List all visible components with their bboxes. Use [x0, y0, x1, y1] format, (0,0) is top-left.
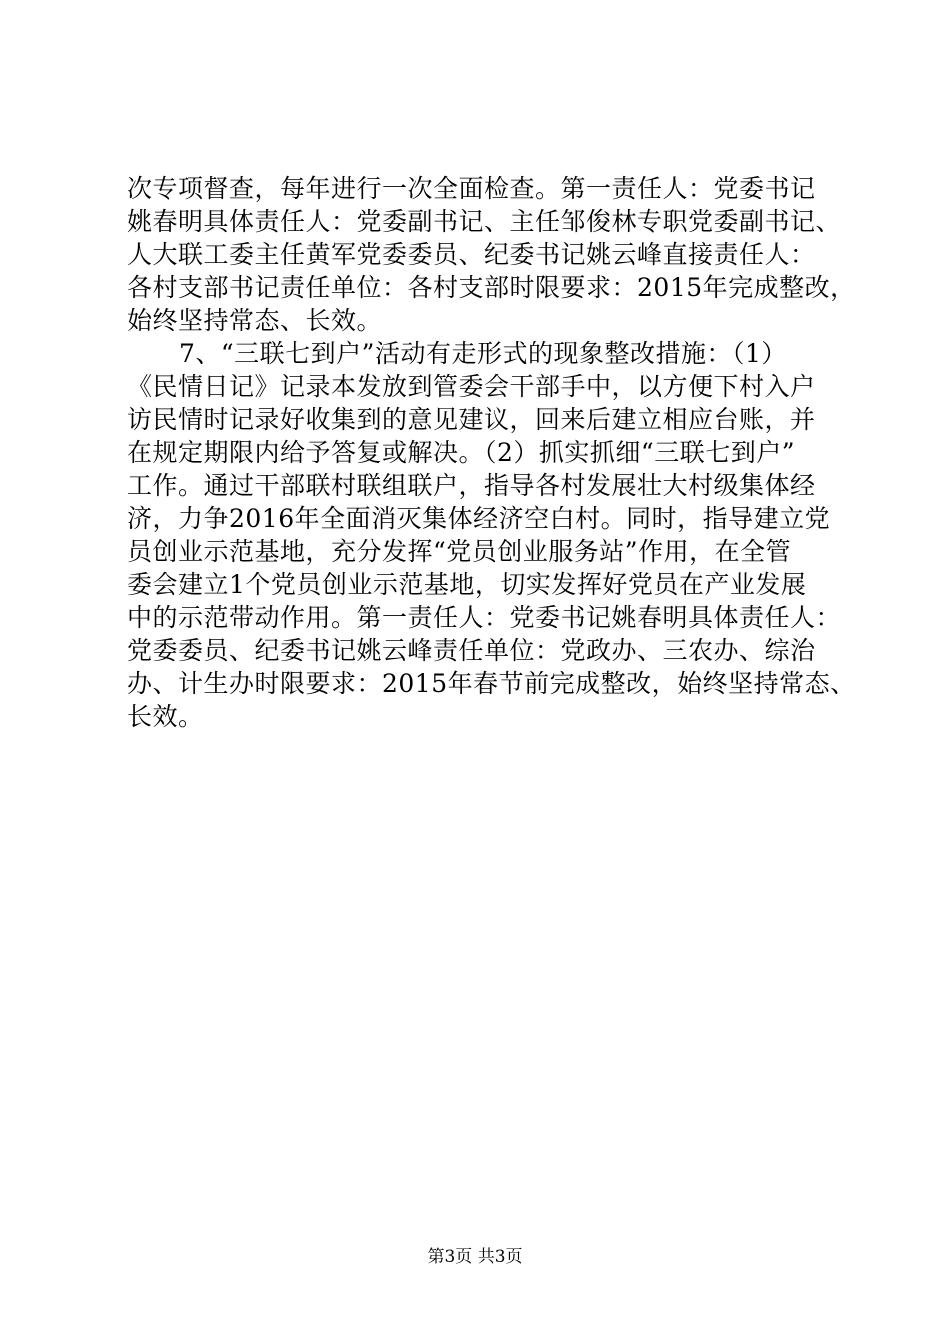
text-line: 党委委员、纪委书记姚云峰责任单位：党政办、三农办、综治: [127, 636, 816, 665]
document-body: [127, 172, 857, 733]
text-line: 人大联工委主任黄军党委委员、纪委书记姚云峰直接责任人：: [127, 240, 816, 269]
text-line: 始终坚持常态、长效。: [127, 306, 383, 335]
paragraph-start-line: 7、“三联七到户”活动有走形式的现象整改措施：（1）: [179, 339, 787, 368]
text-line: 长效。: [127, 702, 204, 731]
text-line: 访民情时记录好收集到的意见建议，回来后建立相应台账，并: [127, 405, 816, 434]
text-line: 《民情日记》记录本发放到管委会干部手中，以方便下村入户: [127, 372, 816, 401]
text-line: 各村支部书记责任单位：各村支部时限要求：2015年完成整改，: [127, 273, 856, 302]
text-line: 委会建立1个党员创业示范基地，切实发挥好党员在产业发展: [127, 570, 807, 599]
page-number: 第3页 共3页: [427, 1247, 523, 1267]
text-line: 在规定期限内给予答复或解决。（2）抓实抓细“三联七到户”: [127, 438, 795, 467]
page-footer: [0, 1246, 950, 1268]
text-line: 办、计生办时限要求：2015年春节前完成整改，始终坚持常态、: [127, 669, 856, 698]
text-line: 济，力争2016年全面消灭集体经济空白村。同时，指导建立党: [127, 504, 831, 533]
text-line: 员创业示范基地，充分发挥“党员创业服务站”作用，在全管: [127, 537, 792, 566]
text-line: 次专项督查，每年进行一次全面检查。第一责任人：党委书记: [127, 174, 816, 203]
text-line: 姚春明具体责任人：党委副书记、主任邹俊林专职党委副书记、: [127, 207, 842, 236]
text-line: 工作。通过干部联村联组联户，指导各村发展壮大村级集体经: [127, 471, 816, 500]
text-line: 中的示范带动作用。第一责任人：党委书记姚春明具体责任人：: [127, 603, 842, 632]
